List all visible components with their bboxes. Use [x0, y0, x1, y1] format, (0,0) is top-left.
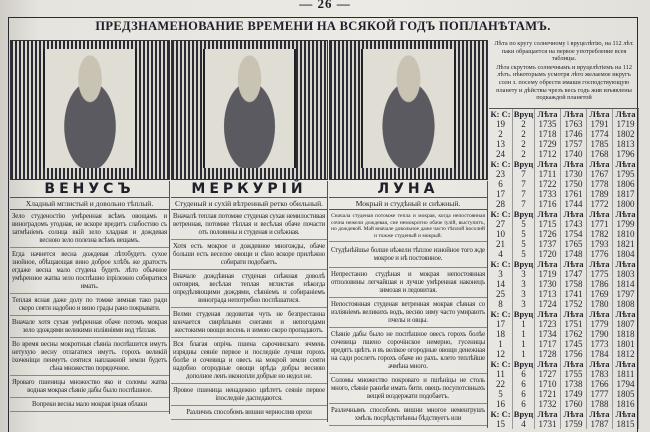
header-cell: Лѣта — [561, 159, 587, 169]
header-cell: К: С: — [489, 259, 513, 269]
table-header-row — [489, 109, 639, 119]
prediction-paragraph: Вначале дождѣвная студеная снѣжная доволѣ октоврия, весѣлая теплая мглистая нѣкогда опредѣляющими дождями, сѣяніемъ и собираніемъ винограда непотребно поспѣшатися. — [171, 272, 327, 308]
prediction-paragraph: Яроваго пшеницы множество яко и соломы жатва водная мокрая сѣяніе дабы было поспѣшное. — [10, 378, 169, 398]
header-cell: Вруц — [513, 109, 534, 119]
table-cell: 2 — [489, 129, 513, 139]
header-cell: Лѣта — [587, 309, 613, 319]
header-cell: Лѣта — [535, 259, 561, 269]
mercury-engraving — [171, 40, 328, 180]
venus-engraving — [10, 40, 170, 180]
table-cell: 5 — [489, 389, 513, 399]
table-cell: 1806 — [613, 179, 639, 189]
table-cell: 1769 — [587, 289, 613, 299]
table-cell: 1717 — [535, 339, 561, 349]
prediction-paragraph: Во время весны мокротныя сѣяніа поспѣшится имутъ нетухую весну отлагатися имутъ. горохъ великій іхоченіщи пенмутъ сеятися наплажной земли будетъ сѣна множество порядочное. — [10, 340, 169, 376]
prediction-paragraph: Непрестанно студѣная и мокрая непостоянная отполовины легчайшая и лучше умѣренная наконецъ зимозая и ледовитая. — [329, 270, 487, 298]
header-cell: Лѣта — [587, 359, 613, 369]
table-cell: 5 — [513, 219, 535, 229]
table-cell: 1755 — [561, 369, 587, 379]
moon-column — [329, 181, 488, 428]
table-cell: 1710 — [535, 379, 561, 389]
prediction-paragraph: Вся благая опрічь пшена сарочинскаго ячмень изрядны сеяніе первое и последніе лучши горохъ болѣе и сочевица и овесъ на мокрой земли сеяти надобно огородные овощи врѣда добры весною дополное леиъ иконопли добрые но недол не. — [171, 340, 327, 384]
table-cell: 25 — [489, 289, 513, 299]
table-cell: 1729 — [535, 139, 561, 149]
table-cell: 1786 — [587, 279, 613, 289]
table-cell: 19 — [489, 119, 513, 129]
header-cell: Лѣта — [535, 409, 561, 419]
table-cell: 1737 — [535, 239, 561, 249]
intro-paragraph: Лѣта по кругу солнечному і вруцелѣтію, на 112 лѣт. паки обращается на первое употребление всея таблицы. — [494, 40, 634, 63]
header-cell: Вруц — [513, 209, 534, 219]
prediction-paragraph: Непостоянная студеная ветренная мокрая сѣяная со изліяніемъ великихъ водъ, весню зиму часто умираютъ пчелы и овцы. — [329, 300, 487, 328]
table-row — [489, 199, 639, 209]
table-cell: 1765 — [561, 239, 587, 249]
table-cell: 1758 — [561, 279, 587, 289]
mercury-column — [171, 181, 328, 422]
table-cell: 2 — [513, 149, 535, 159]
table-row — [489, 289, 639, 299]
header-cell: Вруц — [513, 409, 534, 419]
table-cell: 1745 — [561, 339, 587, 349]
header-cell: Лѣта — [535, 209, 561, 219]
table-cell: 1803 — [613, 269, 639, 279]
table-cell: 3 — [513, 299, 535, 309]
planet-name: ВЕНУСЪ — [44, 181, 135, 197]
table-row — [489, 279, 639, 289]
table-cell: 1735 — [535, 119, 561, 129]
header-cell: К: С: — [489, 409, 513, 419]
table-cell: 18 — [489, 329, 513, 339]
table-cell: 3 — [513, 279, 535, 289]
planet-subtitle: Мокрый и студѣный и снѣжный. — [329, 197, 487, 210]
header-cell: Вруц — [513, 159, 534, 169]
table-row — [489, 149, 639, 159]
header-cell: Лѣта — [613, 159, 639, 169]
table-row — [489, 349, 639, 359]
table-cell: 1743 — [561, 219, 587, 229]
table-cell: 1795 — [613, 169, 639, 179]
table-cell: 1763 — [561, 119, 587, 129]
table-cell: 7 — [513, 199, 535, 209]
table-cell: 24 — [489, 149, 513, 159]
moon-figure — [361, 49, 455, 168]
year-table — [489, 108, 639, 429]
table-cell: 1785 — [587, 139, 613, 149]
table-cell: 1726 — [535, 229, 561, 239]
prediction-paragraph: Зело студеностію умѣренная всѣмъ овощамъ и виноградомъ угодная, не вскоре вредитъ слабостию съ затмѣніемъ солнца вкій зело хладная и дождевая весною зело полезна всѣмъ вещамъ. — [10, 212, 169, 248]
table-cell: 1777 — [587, 389, 613, 399]
header-cell: Лѣта — [535, 159, 561, 169]
header-cell: Вруц — [513, 359, 534, 369]
table-cell: 1731 — [535, 419, 561, 429]
header-cell: К: С: — [489, 109, 513, 119]
table-cell: 1771 — [587, 219, 613, 229]
table-row — [489, 319, 639, 329]
header-cell: Лѣта — [587, 259, 613, 269]
table-row — [489, 129, 639, 139]
prediction-paragraph: Различнъ способомъ вишни чернослив орехи — [171, 408, 327, 420]
prediction-paragraph: Соломы множество покроваго и пшѣніцы не столь много, сѣяніе раннѣе имать бити. овецъ посупотсвныхъ вещей воздержати подобаетъ. — [329, 376, 487, 404]
table-cell: 21 — [489, 239, 513, 249]
table-cell: 4 — [513, 419, 535, 429]
table-cell: 13 — [489, 139, 513, 149]
table-header-row — [489, 259, 639, 269]
table-header-row — [489, 359, 639, 369]
table-cell: 7 — [513, 169, 535, 179]
table-cell: 1817 — [613, 189, 639, 199]
prediction-paragraph: Егда начнется весна дождевая лѣтобудетъ сухое знойное, обѣщающая вино доброе хлѣбъ же дратостъ егдаже весна мало студена будетъ лѣто обычное умѣренное жатва зело поспѣшно іпрілежно собиратися имать. — [10, 250, 169, 294]
table-cell: 10 — [489, 229, 513, 239]
table-header-row — [489, 409, 639, 419]
header-cell: Лѣта — [561, 359, 587, 369]
table-cell: 22 — [489, 379, 513, 389]
table-cell: 1724 — [535, 299, 561, 309]
table-cell: 1768 — [587, 149, 613, 159]
table-cell: 6 — [489, 179, 513, 189]
table-cell: 1801 — [613, 339, 639, 349]
header-cell: Лѣта — [535, 309, 561, 319]
planet-name: МЕРКУРІЙ — [191, 181, 307, 197]
table-row — [489, 299, 639, 309]
table-cell: 1721 — [535, 389, 561, 399]
table-cell: 1804 — [613, 249, 639, 259]
table-cell: 5 — [513, 229, 535, 239]
table-cell: 14 — [489, 279, 513, 289]
header-cell: Лѣта — [613, 359, 639, 369]
table-cell: 1802 — [613, 129, 639, 139]
table-header-row — [489, 309, 639, 319]
table-cell: 3 — [513, 289, 535, 299]
table-cell: 1772 — [587, 199, 613, 209]
table-cell: 27 — [489, 219, 513, 229]
table-cell: 1814 — [613, 279, 639, 289]
table-cell: 17 — [489, 319, 513, 329]
header-cell: Лѣта — [587, 109, 613, 119]
table-cell: 28 — [489, 199, 513, 209]
intro-paragraph: Лѣта скрутомъ солнечнымъ и вруцелѣтіемъ на 112 лѣтъ. нѣкоторымъ усмотря лѣто желаемое икругъ солн з. посему обрести имаши господствующую планету и дѣйствы чрезъ весь годъ жив изъявлены подкаждой планетой — [496, 63, 632, 102]
table-cell: 1722 — [535, 179, 561, 189]
table-cell: 1800 — [613, 199, 639, 209]
header-cell: Лѣта — [613, 209, 639, 219]
table-cell: 1720 — [535, 249, 561, 259]
header-cell: Лѣта — [561, 209, 587, 219]
table-cell: 1734 — [535, 329, 561, 339]
prediction-paragraph: Хотя есть мокрое и дождевное многожды, обаче больши есть веселое овощи и сѣно вскоре прилѣжно собирати подобаетъ. — [171, 242, 327, 270]
table-cell: 1775 — [587, 269, 613, 279]
table-cell: 1767 — [587, 169, 613, 179]
header-cell: Лѣта — [561, 409, 587, 419]
header-cell: Лѣта — [587, 409, 613, 419]
page-number: — 26 — — [299, 0, 351, 11]
prediction-paragraph: Вопреки весны мало мокрая ірная облаки — [10, 400, 169, 412]
table-cell: 1810 — [613, 229, 639, 239]
table-row — [489, 179, 639, 189]
planet-name: ЛУНА — [377, 181, 439, 197]
table-row — [489, 169, 639, 179]
table-row — [489, 269, 639, 279]
header-cell: Лѣта — [561, 309, 587, 319]
table-cell: 1744 — [561, 199, 587, 209]
table-cell: 17 — [489, 189, 513, 199]
prediction-paragraph: Теплая ясная даже долу по томже зимная тако ради скоро сеяти надобно и вино грады рано покрывати. — [10, 296, 169, 316]
table-cell: 1747 — [561, 269, 587, 279]
header-cell: К: С: — [489, 209, 513, 219]
table-cell: 1766 — [587, 379, 613, 389]
prediction-paragraph: Велми студеная ледовитая чуть не безпрестанна кончается свирѣпыми снегами и непогодами жестокими овощи восень и зимою скоро пропадаютъ. — [171, 310, 327, 338]
table-cell: 1719 — [535, 269, 561, 279]
table-cell: 1797 — [613, 289, 639, 299]
table-cell: 7 — [513, 189, 535, 199]
page-title: ПРЕДЗНАМЕНОВАНИЕ ВРЕМЕНИ НА ВСЯКОЙ ГОДЪ ПОПЛАНѢТАМЪ. — [95, 19, 551, 33]
table-cell: 1 — [513, 319, 535, 329]
header-cell: Лѣта — [535, 109, 561, 119]
table-cell: 5 — [513, 249, 535, 259]
table-cell: 1812 — [613, 349, 639, 359]
table-cell: 1 — [513, 349, 535, 359]
table-cell: 1728 — [535, 349, 561, 359]
prediction-paragraph: Различнымъ способомъ вишни многое неменгрушъ хмѣль посрѣдствѣнны бѣдствуетъ или — [329, 406, 487, 426]
table-cell: 1776 — [587, 249, 613, 259]
header-cell: К: С: — [489, 309, 513, 319]
table-cell: 1716 — [535, 199, 561, 209]
table-cell: 3 — [513, 269, 535, 279]
table-cell: 1748 — [561, 249, 587, 259]
moon-engraving — [329, 40, 488, 180]
table-cell: 1762 — [561, 329, 587, 339]
header-cell: Лѣта — [587, 209, 613, 219]
table-cell: 1807 — [613, 319, 639, 329]
table-row — [489, 369, 639, 379]
table-cell: 1815 — [613, 419, 639, 429]
table-cell: 11 — [489, 369, 513, 379]
table-row — [489, 329, 639, 339]
venus-figure — [43, 49, 138, 168]
table-cell: 5 — [513, 239, 535, 249]
table-cell: 1 — [489, 339, 513, 349]
table-cell: 4 — [489, 249, 513, 259]
table-row — [489, 379, 639, 389]
table-cell: 1757 — [561, 139, 587, 149]
header-cell: Лѣта — [613, 109, 639, 119]
table-cell: 1788 — [587, 399, 613, 409]
table-cell: 1730 — [561, 169, 587, 179]
table-cell: 2 — [513, 129, 535, 139]
table-cell: 2 — [513, 119, 535, 129]
table-row — [489, 419, 639, 429]
table-cell: 16 — [489, 399, 513, 409]
header-cell: Лѣта — [561, 109, 587, 119]
table-cell: 1773 — [587, 339, 613, 349]
table-cell: 1780 — [587, 299, 613, 309]
header-cell: Лѣта — [587, 159, 613, 169]
header-cell: Вруц — [513, 309, 534, 319]
table-cell: 12 — [489, 349, 513, 359]
table-row — [489, 239, 639, 249]
table-cell: 23 — [489, 169, 513, 179]
prediction-paragraph: Сначала студеная потомже тепла и мокрая, когда непостоянная сочна нежели дождевая, сие немокротно обаче іулій, выступитъ, но дождевой. Май вначале довольное даже часто тѣплой іюсолнй и тожже студеный и мокрый. — [329, 212, 487, 242]
table-cell: 1727 — [535, 369, 561, 379]
table-intro — [490, 39, 638, 104]
table-cell: 1715 — [535, 219, 561, 229]
table-cell: 15 — [489, 419, 513, 429]
table-cell: 1723 — [535, 319, 561, 329]
table-cell: 1756 — [561, 349, 587, 359]
table-cell: 1783 — [587, 369, 613, 379]
prediction-paragraph: Студѣнѣйшье болше нѣжели тѣплое изнойное того жде мокрое и нѣ постоянное. — [329, 244, 487, 268]
venus-column — [10, 181, 170, 414]
table-cell: 1712 — [535, 149, 561, 159]
table-cell: 1821 — [613, 239, 639, 249]
prediction-paragraph: Сѣяніе дабы было не поспѣшное овесъ горохъ болѣе сочевица пшено сорочінское немерно, гусеницы вредятъ цвѣтъ и въ велікое огородные овощи денежная на сади рослетъ горохъ обаче но рахъ. клето теплѣйше ачмѣна много. — [329, 330, 487, 374]
table-cell: 1789 — [587, 189, 613, 199]
table-cell: 1808 — [613, 299, 639, 309]
table-cell: 1791 — [587, 119, 613, 129]
mercury-figure — [203, 49, 296, 168]
table-cell: 1750 — [561, 179, 587, 189]
table-cell: 1719 — [613, 119, 639, 129]
header-cell: К: С: — [489, 359, 513, 369]
table-row — [489, 189, 639, 199]
table-row — [489, 399, 639, 409]
table-header-row — [489, 209, 639, 219]
table-cell: 1749 — [561, 389, 587, 399]
header-cell: Лѣта — [561, 259, 587, 269]
table-cell: 1816 — [613, 399, 639, 409]
header-cell: К: С: — [489, 159, 513, 169]
prediction-paragraph: Вначале хотя сухая умѣренная обаче потомъ мокрая зело здождями великими изліяніями вод тѣплая. — [10, 318, 169, 338]
table-cell: 1774 — [587, 129, 613, 139]
table-cell: 1738 — [561, 379, 587, 389]
table-cell: 1787 — [587, 419, 613, 429]
table-cell: 6 — [513, 369, 535, 379]
table-cell: 1782 — [587, 229, 613, 239]
table-cell: 1 — [513, 329, 535, 339]
table-cell: 1713 — [535, 289, 561, 299]
table-cell: 1813 — [613, 139, 639, 149]
table-cell: 1793 — [587, 239, 613, 249]
table-cell: 6 — [513, 399, 535, 409]
table-cell: 1805 — [613, 389, 639, 399]
prediction-paragraph: Вначалѣ теплая потомже студеная сухая немилостивая ветренная, потомже тѣплая и весѣлая обаче почасти отъ половины и студеная и снѣжная. — [171, 212, 327, 240]
table-cell: 1778 — [587, 179, 613, 189]
header-cell: Лѣта — [613, 309, 639, 319]
table-row — [489, 389, 639, 399]
table-cell: 1799 — [613, 219, 639, 229]
planet-subtitle: Студеный и сухій вѣтренный ретко обильный. — [171, 197, 327, 210]
header-cell: Лѣта — [535, 359, 561, 369]
table-cell: 1740 — [561, 149, 587, 159]
table-cell: 1 — [513, 339, 535, 349]
table-cell: 1752 — [561, 299, 587, 309]
table-cell: 1761 — [561, 189, 587, 199]
table-cell: 1730 — [535, 279, 561, 289]
table-cell: 1718 — [535, 129, 561, 139]
table-cell: 1794 — [613, 379, 639, 389]
planet-subtitle: Хладный мглистый и довольно тѣплый. — [10, 197, 169, 210]
table-cell: 1811 — [613, 369, 639, 379]
table-row — [489, 219, 639, 229]
table-cell: 1790 — [587, 329, 613, 339]
table-cell: 1759 — [561, 419, 587, 429]
table-cell: 8 — [489, 299, 513, 309]
table-cell: 1818 — [613, 329, 639, 339]
header-cell: Лѣта — [613, 259, 639, 269]
table-cell: 1741 — [561, 289, 587, 299]
table-cell: 6 — [513, 389, 535, 399]
table-cell: 6 — [513, 379, 535, 389]
table-cell: 1784 — [587, 349, 613, 359]
table-cell: 3 — [489, 269, 513, 279]
table-cell: 1746 — [561, 129, 587, 139]
table-row — [489, 119, 639, 129]
table-cell: 1754 — [561, 229, 587, 239]
header-cell: Вруц — [513, 259, 534, 269]
prediction-paragraph: Яровое пшеница ненадежно цвѣтетъ сеяніе первое іпоследніе даспедаются. — [171, 386, 327, 406]
table-cell: 1732 — [535, 399, 561, 409]
table-row — [489, 249, 639, 259]
table-cell: 1760 — [561, 399, 587, 409]
table-row — [489, 229, 639, 239]
table-row — [489, 139, 639, 149]
table-cell: 1796 — [613, 149, 639, 159]
table-cell: 1733 — [535, 189, 561, 199]
table-row — [489, 339, 639, 349]
table-cell: 1751 — [561, 319, 587, 329]
table-cell: 1779 — [587, 319, 613, 329]
table-cell: 2 — [513, 139, 535, 149]
header-cell: Лѣта — [613, 409, 639, 419]
table-header-row — [489, 159, 639, 169]
table-cell: 7 — [513, 179, 535, 189]
table-cell: 1711 — [535, 169, 561, 179]
